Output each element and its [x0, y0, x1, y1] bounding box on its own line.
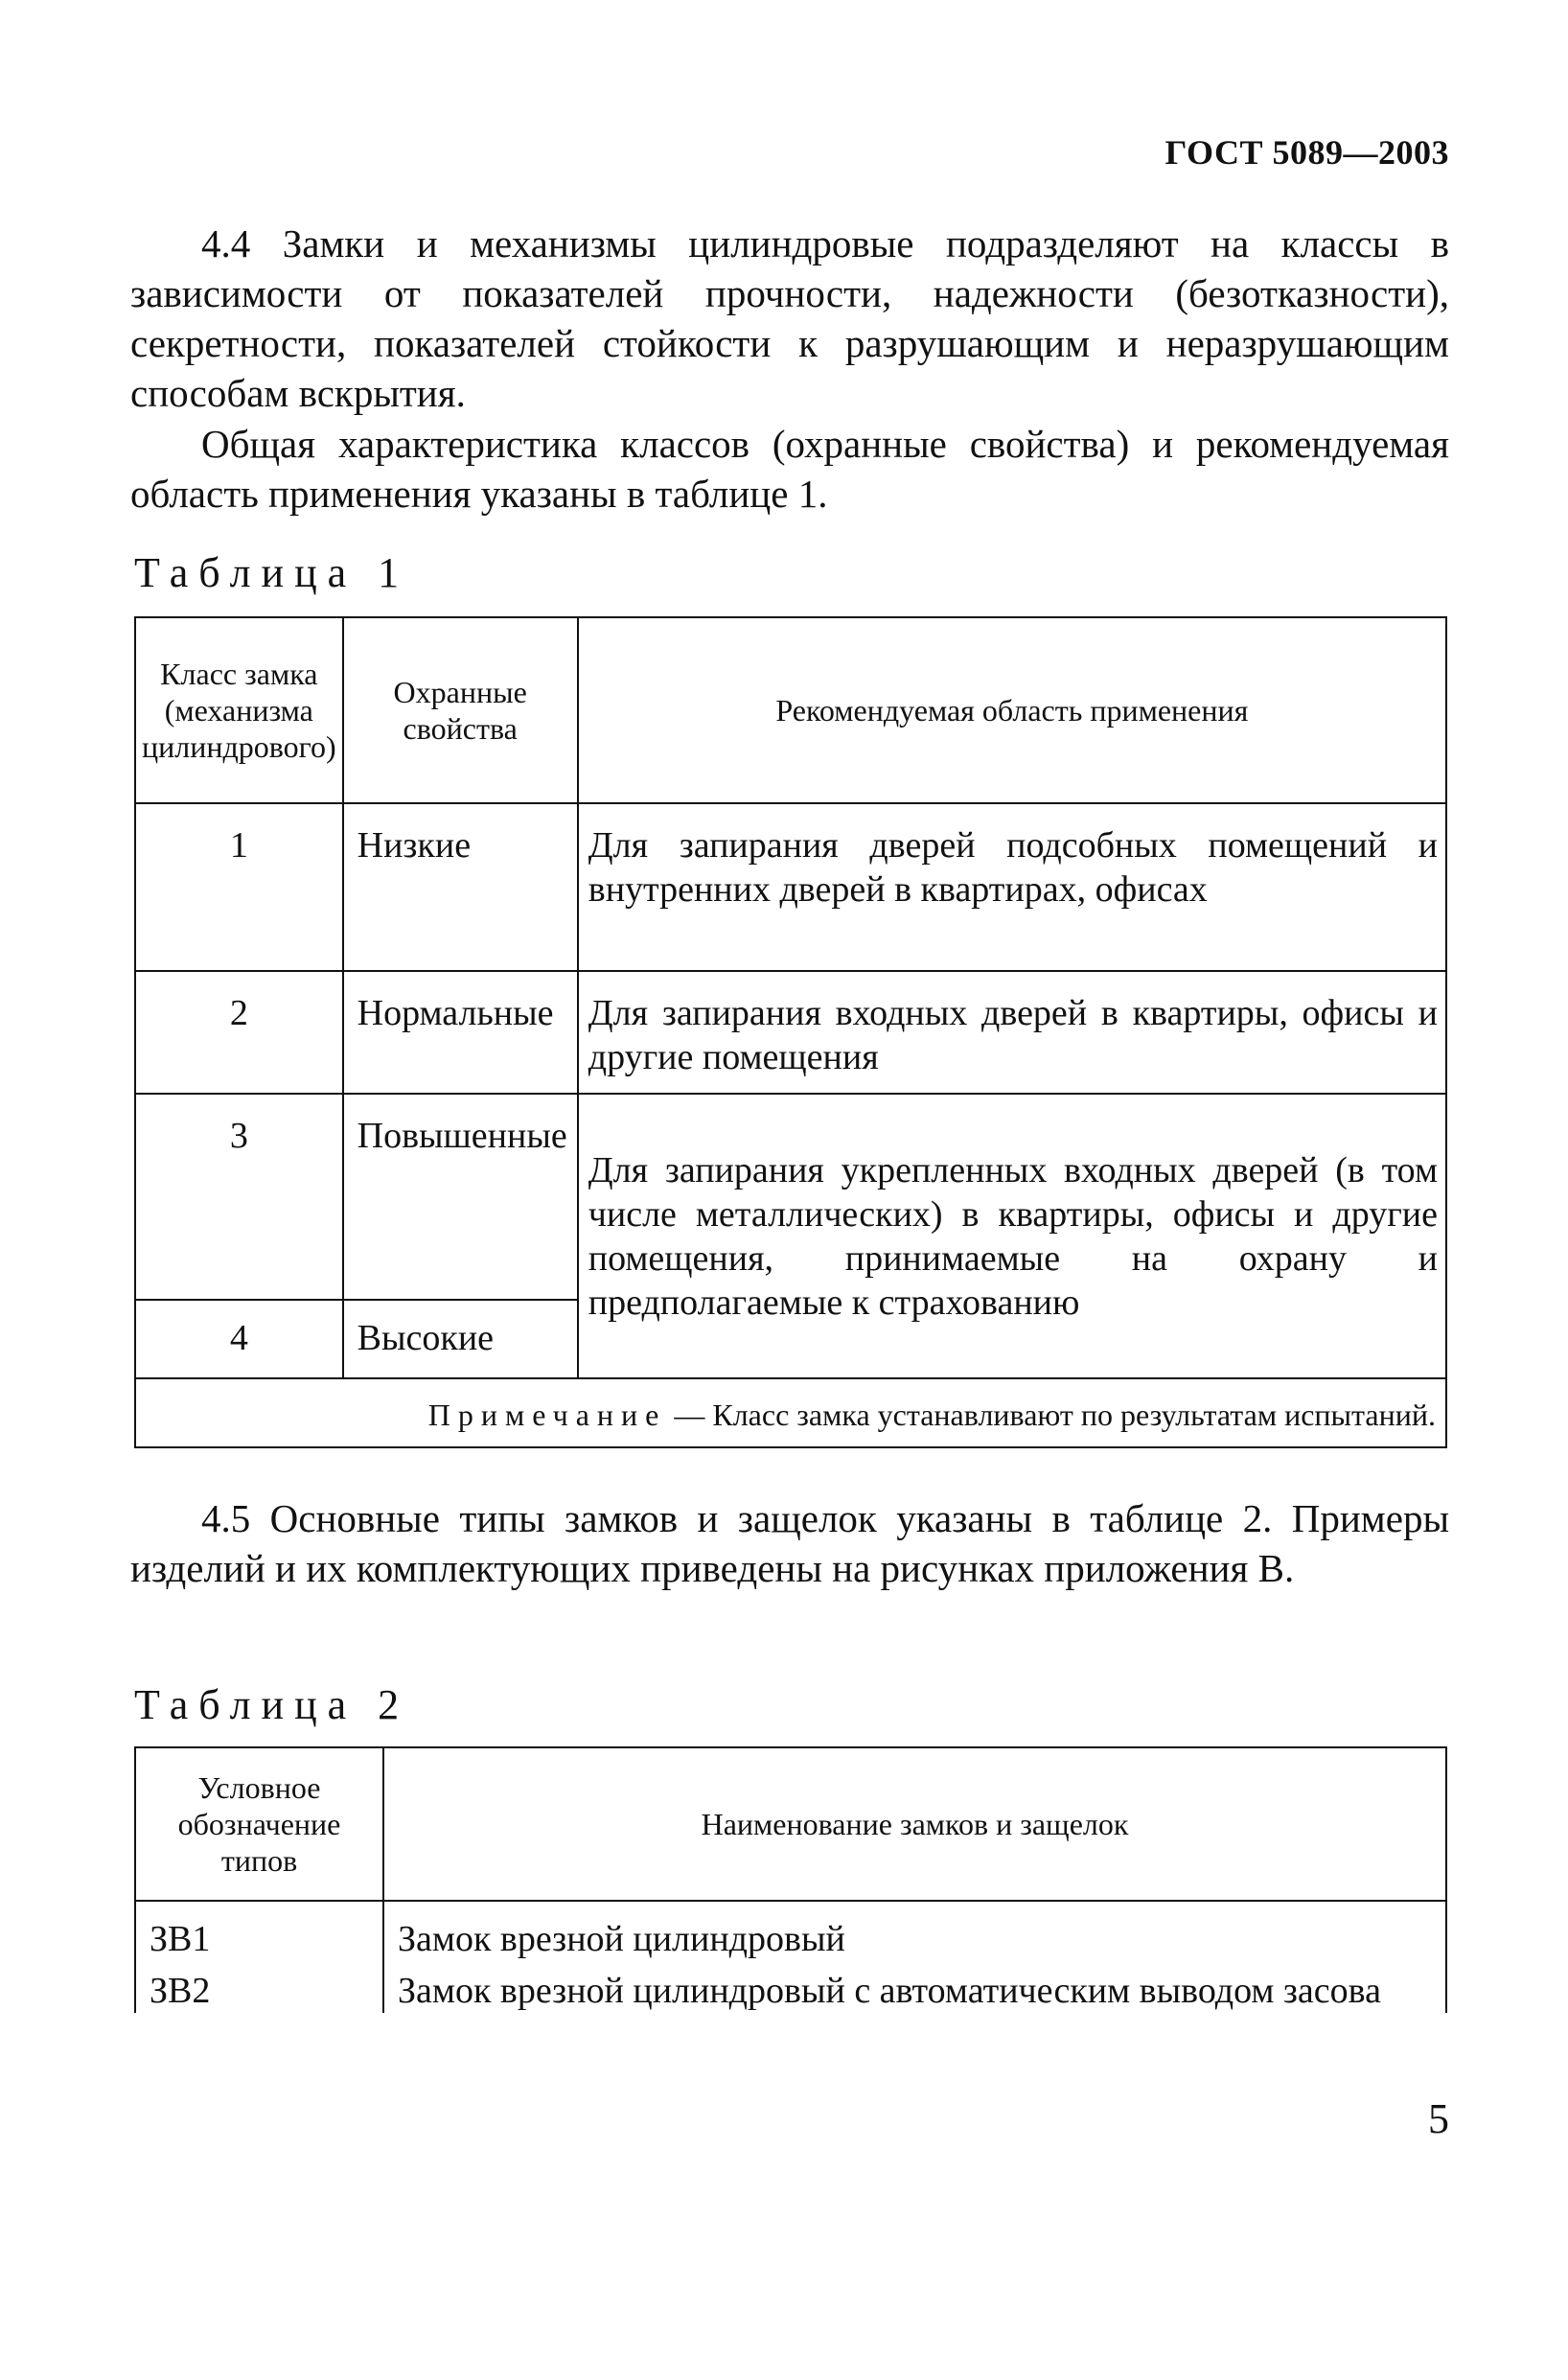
table-row [135, 971, 1446, 1094]
table1-property-cell: Низкие [343, 803, 578, 971]
table-row [135, 803, 1446, 971]
document-header: ГОСТ 5089—2003 [1164, 133, 1449, 172]
table1-class-cell: 2 [135, 971, 343, 1094]
table2-name-cell: Замок врезной цилиндровый [383, 1901, 1446, 1961]
table1-header-class: Класс замка (механизма цилиндрового) [135, 617, 343, 803]
table2-caption: Таблица 2 [134, 1681, 410, 1728]
table1-note [135, 1378, 1446, 1447]
table1-property-cell: Нормальные [343, 971, 578, 1094]
table1-caption: Таблица 1 [134, 549, 410, 596]
note-label: Примечание [427, 1398, 667, 1432]
table-row [135, 1961, 1446, 2013]
table1-note-row [135, 1378, 1446, 1447]
table2-code-cell: ЗВ2 [135, 1961, 383, 2013]
table1-class-cell: 3 [135, 1094, 343, 1300]
table1-area-cell: Для запирания дверей подсобных помещений и внутренних дверей в квартирах, офисах [578, 803, 1446, 971]
table2-name-cell: Замок врезной цилиндровый с автоматическим выводом засова [383, 1961, 1446, 2013]
table1-class-cell: 1 [135, 803, 343, 971]
note-text: — Класс замка устанавливают по результатам испытаний. [666, 1398, 1436, 1432]
table1-property-cell: Повышенные [343, 1094, 578, 1300]
page-number: 5 [1428, 2095, 1449, 2142]
table1 [134, 616, 1447, 1448]
paragraph-general-characteristics: Общая характеристика классов (охранные свойства) и рекомендуемая область применения указаны в таблице 1. [130, 422, 1449, 516]
table-row [135, 1901, 1446, 1961]
paragraph-4-4: 4.4 Замки и механизмы цилиндровые подразделяют на классы в зависимости от показателей прочности, надежности (безотказности), секретности, показателей стойкости к разрушающим и неразрушающим способам вскрытия. [130, 221, 1449, 415]
table2-header-row [135, 1747, 1446, 1901]
table2-header-name: Наименование замков и защелок [383, 1747, 1446, 1901]
table1-header-properties: Охранные свойства [343, 617, 578, 803]
table1-class-cell: 4 [135, 1300, 343, 1378]
table2-header-code: Условное обозначение типов [135, 1747, 383, 1901]
table1-header-area: Рекомендуемая область применения [578, 617, 1446, 803]
table-row [135, 1094, 1446, 1300]
table2 [134, 1746, 1447, 2013]
table1-area-cell: Для запирания входных дверей в квартиры, офисы и другие помещения [578, 971, 1446, 1094]
table1-header-row [135, 617, 1446, 803]
table2-code-cell: ЗВ1 [135, 1901, 383, 1961]
table1-area-cell: Для запирания укрепленных входных дверей (в том числе металлических) в квартиры, офисы и другие помещения, принимаемые на охрану и предполагаемые к страхованию [578, 1094, 1446, 1378]
table1-property-cell: Высокие [343, 1300, 578, 1378]
paragraph-4-5: 4.5 Основные типы замков и защелок указаны в таблице 2. Примеры изделий и их комплектующих приведены на рисунках приложения В. [130, 1496, 1449, 1590]
